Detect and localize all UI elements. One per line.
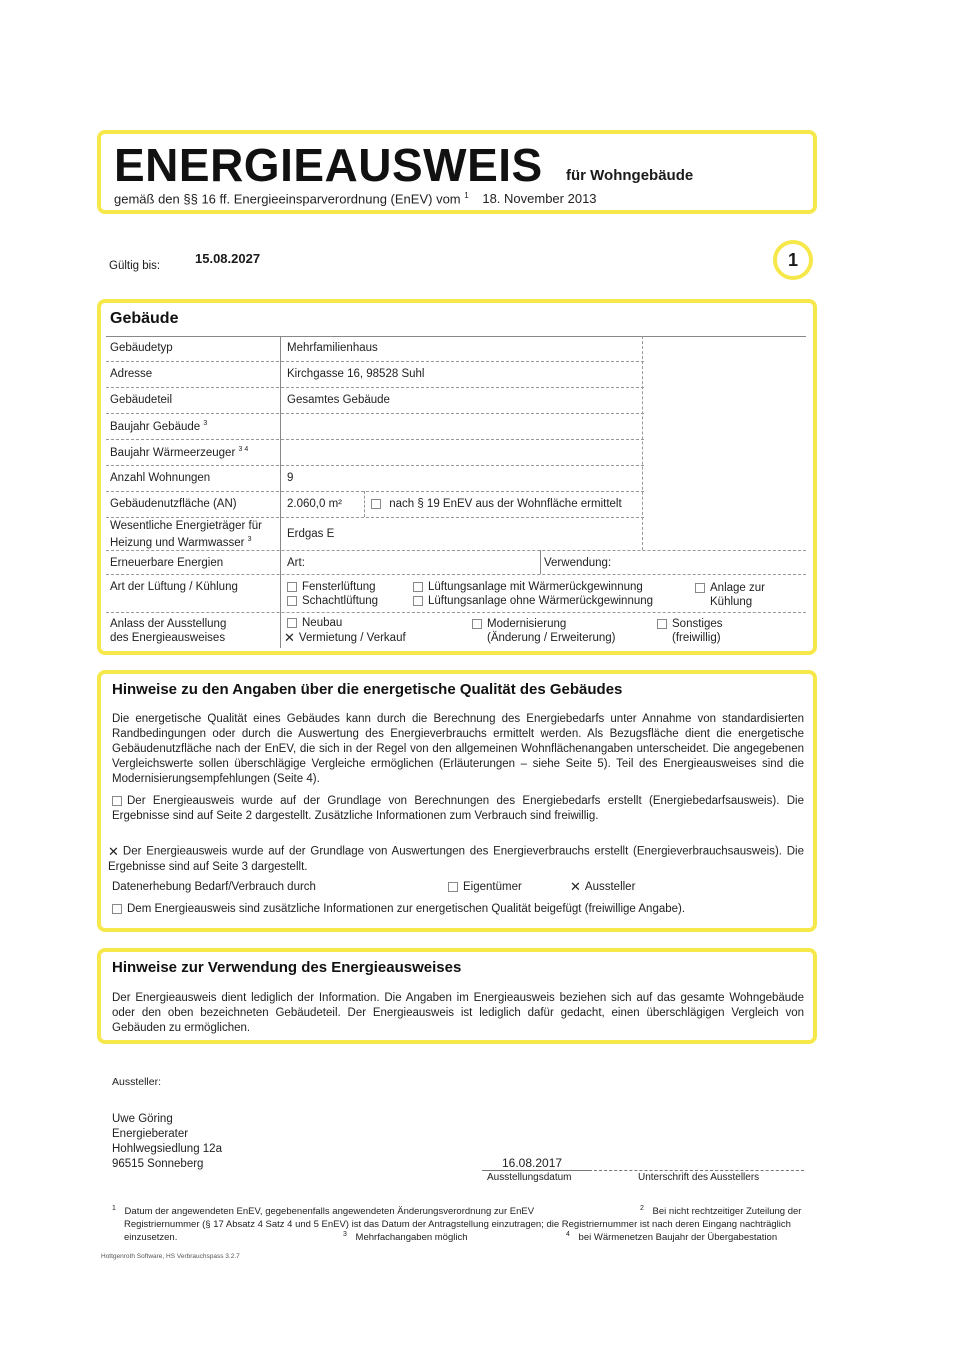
vent-kuehlung-text-1: Anlage zur [710,582,765,594]
energy-carrier-label [110,520,262,550]
reason-neubau-checkbox[interactable] [287,618,297,628]
vent-kuehlung-line-1 [695,581,765,595]
reason-neubau-text: Neubau [302,617,343,629]
row-label-wohnungen: Anzahl Wohnungen [110,472,211,484]
notes-consumption-checked-icon[interactable]: ✕ [108,844,119,859]
issuer-name: Uwe Göring [112,1113,173,1125]
reason-sonst-line-1 [657,617,723,631]
reason-sonstiges [657,617,723,645]
notes-option-consumption [108,844,804,875]
energy-carrier-sup: 3 [247,536,252,543]
row-value-gebaeudetyp: Mehrfamilienhaus [287,342,378,354]
page-number-badge: 1 [773,240,813,280]
owner-text: Eigentümer [463,881,522,893]
usage-paragraph: Der Energieausweis dient lediglich der Information. Die Angaben im Energieausweis beziehen sich auf das gesamte Wohngebäude oder den oben bezeichneten Gebäudeteil. Der Energieausweis ist lediglich dafür gedacht, einen überschlägigen Vergleich von Gebäuden zu ermöglichen. [112,992,804,1034]
baujahr-label-text: Baujahr Gebäude [110,420,201,433]
reason-sonst-checkbox[interactable] [657,619,667,629]
footnote-4-text: bei Wärmenetzen Baujahr der Übergabestation [578,1232,778,1244]
table-top-line [106,336,806,337]
signature-label: Unterschrift des Ausstellers [638,1172,760,1183]
vent-option-fenster [287,581,376,593]
issuer-checked-icon[interactable]: ✕ [570,879,581,894]
reason-label-2: des Energieausweises [110,632,226,644]
data-collection-owner [448,881,522,893]
reason-modernisierung [472,617,615,645]
renewable-label: Erneuerbare Energien [110,557,224,569]
energy-carrier-label-2: Heizung und Warmwasser [110,536,245,549]
vent-schacht-text: Schachtlüftung [302,595,379,607]
enev-date: 18. November 2013 [482,191,597,207]
vent-option-mit-wrg [413,581,643,593]
issuer-address [112,1112,222,1172]
issuer-text: Aussteller [584,881,636,894]
area-option-checkbox[interactable] [371,499,381,509]
vent-option-ohne-wrg [413,595,653,607]
row-value-nutzflaeche: 2.060,0 m² [287,498,342,510]
additional-info-checkbox[interactable] [112,904,122,914]
validity-date: 15.08.2027 [195,251,261,266]
footnote-3-text: Mehrfachangaben möglich [355,1232,468,1244]
vent-fenster-checkbox[interactable] [287,582,297,592]
footnote-1-text: Datum der angewendeten EnEV, gegebenenfalls angewendeten Änderungsverordnung zur EnEV [124,1206,535,1218]
vent-ohne-wrg-checkbox[interactable] [413,596,423,606]
footnote-3 [343,1228,468,1244]
validity-label: Gültig bis: [109,260,161,272]
vent-fenster-text: Fensterlüftung [302,581,376,593]
vent-mit-wrg-checkbox[interactable] [413,582,423,592]
energy-carrier-value: Erdgas E [287,528,335,540]
notes-option-demand [112,794,804,824]
table-divider [280,336,281,648]
renewable-type: Art: [287,557,305,569]
energy-carrier-label-1: Wesentliche Energieträger für [110,520,262,532]
vent-schacht-checkbox[interactable] [287,596,297,606]
document-title: ENERGIEAUSWEIS [114,139,543,191]
reason-label-1: Anlass der Ausstellung [110,618,227,630]
row-label-baujahr [110,420,207,433]
row-label-waermeerzeuger [110,446,248,459]
ventilation-label: Art der Lüftung / Kühlung [110,581,238,593]
data-collection-issuer [570,879,635,895]
reason-modern-line-1 [472,617,615,631]
reason-neubau [287,617,342,629]
usage-title: Hinweise zur Verwendung des Energieausweises [112,959,462,976]
waermeerzeuger-label-text: Baujahr Wärmeerzeuger [110,446,236,459]
issue-date-label: Ausstellungsdatum [487,1172,572,1183]
reason-vermietung-text: Vermietung / Verkauf [298,632,406,645]
vent-option-kuehlung [695,581,765,609]
reason-sonst-text-1: Sonstiges [672,618,723,630]
reason-modern-text-2: (Änderung / Erweiterung) [487,632,616,644]
legal-basis [114,191,597,206]
vent-ohne-wrg-text: Lüftungsanlage ohne Wärmerückgewinnung [428,595,654,607]
energy-carrier-label-line-2 [110,533,262,550]
owner-checkbox[interactable] [448,882,458,892]
signature-line [594,1170,804,1171]
legal-basis-text: gemäß den §§ 16 ff. Energieeinsparverordnung (EnEV) vom [114,191,461,207]
notes-title: Hinweise zu den Angaben über die energetische Qualität des Gebäudes [112,681,623,698]
row-label-nutzflaeche: Gebäudenutzfläche (AN) [110,498,237,510]
row-value-adresse: Kirchgasse 16, 98528 Suhl [287,368,425,380]
software-note: Hottgenroth Software, HS Verbrauchspass 3.2.7 [101,1253,240,1260]
notes-consumption-text: Der Energieausweis wurde auf der Grundlage von Auswertungen des Energieverbrauchs erstellt (Energieverbrauchsausweis). Die Ergebnisse sind auf Seite 3 dargestellt. [108,845,804,873]
row-value-wohnungen: 9 [287,472,294,484]
row-label-gebaeudetyp: Gebäudetyp [110,342,173,354]
footnote-4 [566,1228,777,1244]
issuer-role: Energieberater [112,1128,189,1140]
area-option [371,498,622,510]
reason-sonst-text-2: (freiwillig) [672,632,721,644]
footnote-2-num: 2 [640,1205,644,1212]
issuer-label: Aussteller: [112,1076,162,1088]
notes-demand-checkbox[interactable] [112,796,122,806]
reason-label [110,617,226,645]
issue-date-line [482,1170,592,1171]
vent-kuehlung-text-2: Kühlung [710,596,753,608]
row-label-gebaeudeteil: Gebäudeteil [110,394,173,406]
additional-info [112,903,685,915]
footnote-4-num: 4 [566,1231,570,1238]
issuer-street: Hohlwegsiedlung 12a [112,1143,222,1155]
vent-option-schacht [287,595,378,607]
row-label-adresse: Adresse [110,368,153,380]
reason-vermietung-checked-icon[interactable]: ✕ [284,630,295,645]
building-section-title: Gebäude [110,310,179,327]
notes-demand-text: Der Energieausweis wurde auf der Grundlage von Berechnungen des Energiebedarfs erstellt (Energiebedarfsausweis). Die Ergebnisse sind auf Seite 2 dargestellt. Zusätzliche Informationen zum Verbrauch sind freiwillig. [112,795,804,822]
vent-mit-wrg-text: Lüftungsanlage mit Wärmerückgewinnung [428,581,643,593]
baujahr-sup: 3 [203,420,208,427]
area-option-text: nach § 19 EnEV aus der Wohnfläche ermittelt [389,498,622,510]
reason-modern-text-1: Modernisierung [487,618,567,630]
notes-paragraph: Die energetische Qualität eines Gebäudes kann durch die Berechnung des Energiebedarfs unter Annahme von standardisierten Randbedingungen oder durch die Auswertung des Energieverbrauchs ermittelt werden. Als Bezugsfläche dient die energetische Gebäudenutzfläche nach der EnEV, die sich in der Regel von den allgemeinen Wohnflächenangaben unterscheidet. Die angegebenen Vergleichswerte sollen überschlägige Vergleiche ermöglichen (Erläuterungen – siehe Seite 5). Teil des Energieausweises sind die Modernisierungsempfehlungen (Seite 4). [112,713,804,785]
footnote-1-num: 1 [112,1205,116,1212]
issuer-city: 96515 Sonneberg [112,1158,204,1170]
reason-modern-checkbox[interactable] [472,619,482,629]
document-subtitle: für Wohngebäude [566,167,694,184]
data-collection-label: Datenerhebung Bedarf/Verbrauch durch [112,881,316,893]
issue-date: 16.08.2017 [502,1156,563,1170]
footnote-2-text: Bei nicht rechtzeitiger Zuteilung der Registriernummer (§ 17 Absatz 4 Satz 4 und 5 EnEV) ist das Datum der Antragstellung einzutragen; die Registriernummer ist nach deren Eingang nachträglich einzusetzen. [124,1206,802,1244]
vent-kuehlung-checkbox[interactable] [695,583,705,593]
row-value-gebaeudeteil: Gesamtes Gebäude [287,394,390,406]
reason-vermietung [284,630,406,646]
renewable-use: Verwendung: [544,557,612,569]
legal-footnote-ref: 1 [464,191,469,200]
footnote-3-num: 3 [343,1231,347,1238]
additional-info-text: Dem Energieausweis sind zusätzliche Informationen zur energetischen Qualität beigefügt (freiwillige Angabe). [127,903,686,915]
waermeerzeuger-sup: 3 4 [238,446,249,453]
